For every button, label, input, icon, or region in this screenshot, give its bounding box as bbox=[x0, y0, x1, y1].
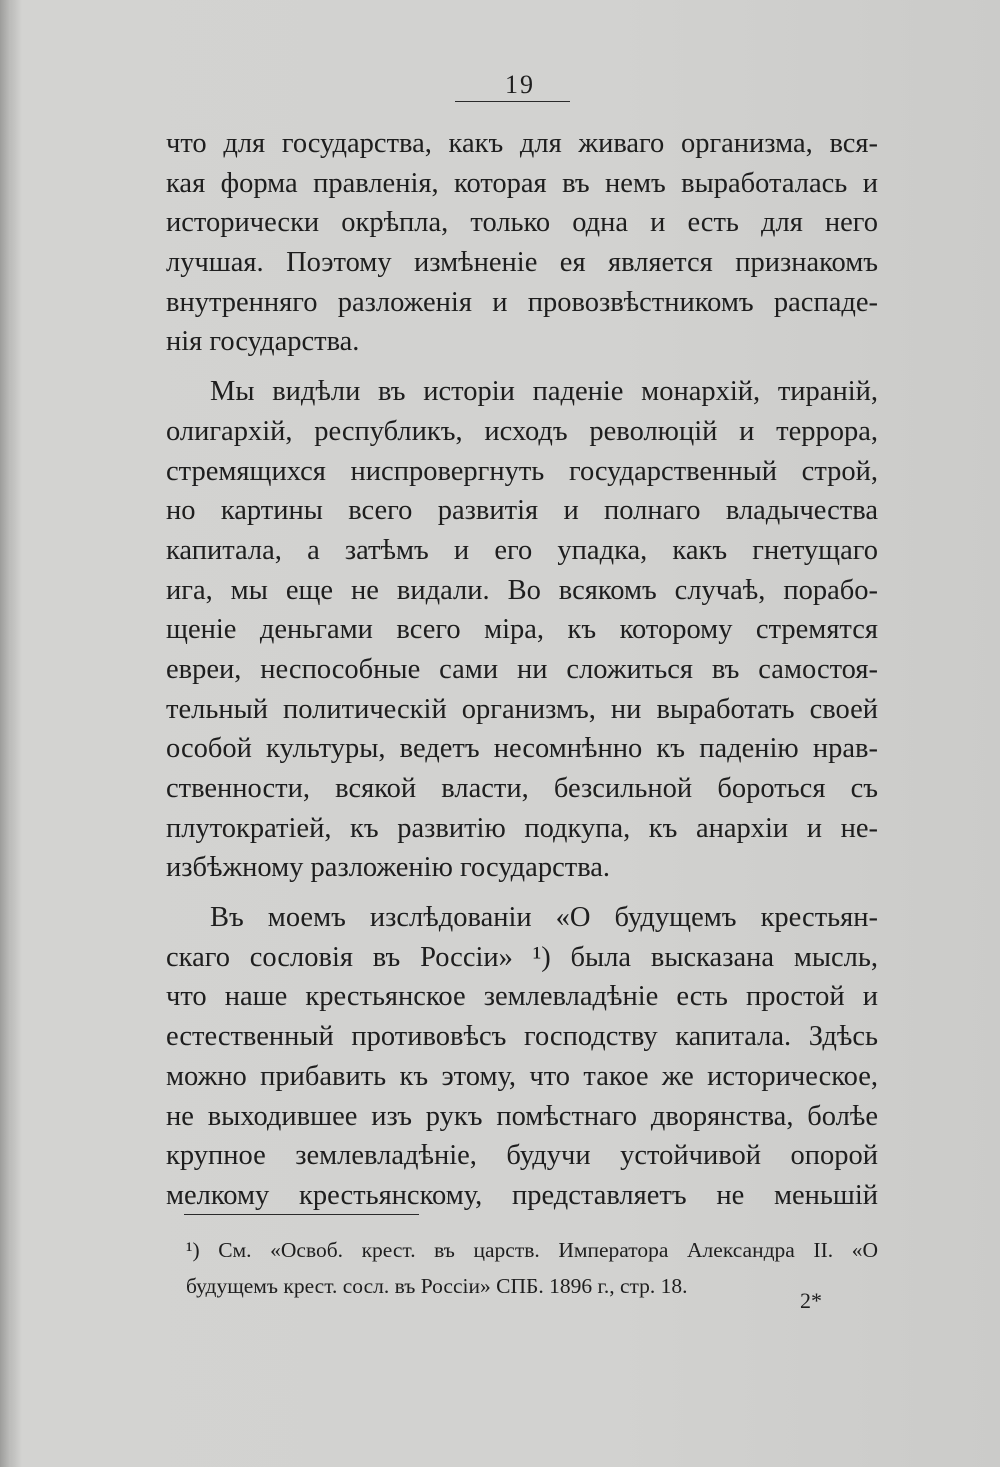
text-line: олигархій, республикъ, исходъ революцій и террора, bbox=[166, 415, 878, 447]
signature-mark: 2* bbox=[800, 1288, 822, 1313]
text-line: ственности, всякой власти, безсильной бороться съ bbox=[166, 773, 878, 804]
text-line: евреи, неспособные сами ни сложиться въ самостоя- bbox=[166, 653, 878, 685]
text-line: внутренняго разложенія и провозвѣстникомъ распаде- bbox=[166, 286, 878, 318]
text-line: щеніе деньгами всего міра, къ которому стремятся bbox=[166, 614, 878, 646]
text-line: но картины всего развитія и полнаго владычества bbox=[166, 495, 878, 527]
text-line: плутократіей, къ развитію подкупа, къ анархіи и не- bbox=[166, 812, 878, 844]
text-line: что для государства, какъ для живаго организма, вся- bbox=[166, 128, 878, 159]
text-line: избѣжному разложенію государства. bbox=[166, 852, 611, 884]
paragraph-3 bbox=[166, 898, 878, 1216]
text-line: скаго сословія въ Россіи» ¹) была высказана мысль, bbox=[166, 941, 878, 973]
page-number: 19 bbox=[505, 70, 535, 99]
paragraph-2 bbox=[166, 372, 878, 888]
footnote-line: ¹) См. «Освоб. крест. въ царств. Императора Александра II. «О bbox=[186, 1238, 878, 1262]
text-line: кая форма правленія, которая въ немъ выработалась и bbox=[166, 167, 878, 199]
page-fold-shadow bbox=[0, 0, 22, 1467]
text-line: стремящихся ниспровергнуть государственный строй, bbox=[166, 455, 878, 487]
footnote bbox=[186, 1232, 878, 1304]
text-line: тельный политическій организмъ, ни выработать своей bbox=[166, 693, 878, 725]
text-line: Мы видѣли въ исторіи паденіе монархій, тираній, bbox=[210, 376, 878, 408]
text-line: капитала, а затѣмъ и его упадка, какъ гнетущаго bbox=[166, 534, 878, 566]
text-line: нія государства. bbox=[166, 326, 360, 358]
text-line: естественный противовѣсъ господству капитала. Здѣсь bbox=[166, 1021, 878, 1053]
text-line: что наше крестьянское землевладѣніе есть простой и bbox=[166, 981, 878, 1013]
paragraph-1 bbox=[166, 124, 878, 362]
text-line: Въ моемъ изслѣдованіи «О будущемъ крестьян- bbox=[210, 902, 878, 934]
text-line: крупное землевладѣніе, будучи устойчивой опорой bbox=[166, 1140, 878, 1172]
header-rule bbox=[455, 101, 570, 102]
text-line: не выходившее изъ рукъ помѣстнаго дворянства, болѣе bbox=[166, 1100, 878, 1132]
text-line: ига, мы еще не видали. Во всякомъ случаѣ, порабо- bbox=[166, 574, 878, 606]
text-line: можно прибавить къ этому, что такое же историческое, bbox=[166, 1060, 878, 1092]
footnote-line: будущемъ крест. сосл. въ Россіи» СПБ. 1896 г., стр. 18. bbox=[186, 1274, 688, 1298]
text-line: особой культуры, ведетъ несомнѣнно къ паденію нрав- bbox=[166, 733, 878, 765]
text-line: исторически окрѣпла, только одна и есть для него bbox=[166, 207, 878, 239]
text-line: лучшая. Поэтому измѣненіе ея является признакомъ bbox=[166, 247, 878, 279]
text-line: мелкому крестьянскому, представляетъ не меньшій bbox=[166, 1179, 878, 1211]
body-text bbox=[166, 124, 878, 1216]
footnote-rule bbox=[184, 1214, 419, 1215]
